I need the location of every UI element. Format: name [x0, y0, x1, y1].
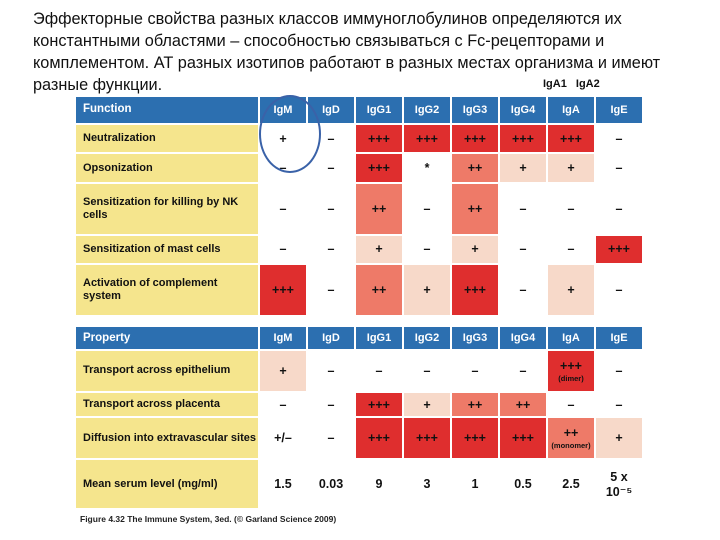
cell-value: 1: [471, 477, 479, 492]
property-cell-igm: [259, 417, 307, 459]
cell-value: +: [615, 431, 623, 446]
property-cell-ige: [595, 392, 643, 418]
cell-value: +++: [464, 131, 486, 146]
property-row-label: Mean serum level (mg/ml): [75, 459, 259, 509]
function-header-ige: IgE: [595, 96, 643, 124]
cell-value: +++: [416, 431, 438, 446]
cell-value: –: [567, 201, 575, 216]
property-cell-igg1: [355, 350, 403, 392]
cell-value: –: [615, 201, 623, 216]
property-header-iga: IgA: [547, 326, 595, 350]
function-cell-ige: [595, 235, 643, 265]
function-cell-igg2: [403, 183, 451, 235]
property-cell-igg3: [451, 417, 499, 459]
property-cell-iga: [547, 392, 595, 418]
function-cell-iga: [547, 183, 595, 235]
property-cell-igg4: [499, 417, 547, 459]
function-row: [75, 124, 643, 154]
cell-value: 9: [375, 477, 383, 492]
function-cell-igd: [307, 183, 355, 235]
property-cell-igm: [259, 392, 307, 418]
cell-value: –: [327, 131, 335, 146]
function-row-label: Sensitization of mast cells: [75, 235, 259, 265]
cell-value: +: [567, 283, 575, 298]
property-cell-igg4: [499, 459, 547, 509]
function-cell-igg2: [403, 124, 451, 154]
cell-value: –: [423, 242, 431, 257]
function-cell-igm: [259, 153, 307, 183]
property-cell-iga: [547, 350, 595, 392]
cell-value: –: [423, 363, 431, 378]
cell-value: +++: [368, 131, 390, 146]
cell-value: +/–: [274, 431, 292, 446]
cell-value: +++: [368, 397, 390, 412]
function-cell-igg1: [355, 124, 403, 154]
cell-value: 5 x 10⁻⁵: [605, 469, 633, 499]
cell-value: –: [615, 363, 623, 378]
cell-value: –: [327, 201, 335, 216]
cell-value: –: [279, 201, 287, 216]
property-cell-ige: [595, 459, 643, 509]
property-cell-igg3: [451, 459, 499, 509]
cell-value: +: [423, 397, 431, 412]
property-cell-iga: [547, 417, 595, 459]
property-header-igg1: IgG1: [355, 326, 403, 350]
cell-value: –: [279, 242, 287, 257]
cell-value: +++: [560, 131, 582, 146]
property-cell-igg2: [403, 417, 451, 459]
function-cell-iga: [547, 153, 595, 183]
property-cell-iga: [547, 459, 595, 509]
property-cell-igg2: [403, 350, 451, 392]
cell-value: –: [327, 242, 335, 257]
cell-value: –: [327, 363, 335, 378]
function-cell-igg3: [451, 235, 499, 265]
property-cell-igg1: [355, 459, 403, 509]
function-cell-igg4: [499, 183, 547, 235]
cell-note: (dimer): [558, 373, 584, 383]
function-cell-igg3: [451, 264, 499, 316]
cell-value: –: [327, 431, 335, 446]
cell-value: –: [471, 363, 479, 378]
function-cell-igd: [307, 124, 355, 154]
function-cell-iga: [547, 124, 595, 154]
cell-value: +: [567, 161, 575, 176]
function-cell-igg1: [355, 183, 403, 235]
property-row: [75, 417, 643, 459]
function-header-row: [75, 96, 643, 124]
property-header-igg3: IgG3: [451, 326, 499, 350]
function-header-iga: IgA: [547, 96, 595, 124]
cell-value: *: [424, 161, 430, 176]
function-cell-igm: [259, 183, 307, 235]
cell-value: +: [471, 242, 479, 257]
cell-value: –: [327, 161, 335, 176]
function-row-label: Neutralization: [75, 124, 259, 154]
function-header-label: Function: [75, 96, 259, 124]
iga-subclass-note: IgA1 IgA2: [543, 78, 600, 90]
function-row-label: Opsonization: [75, 153, 259, 183]
property-cell-igg3: [451, 392, 499, 418]
property-cell-igd: [307, 459, 355, 509]
property-cell-igg3: [451, 350, 499, 392]
function-cell-ige: [595, 183, 643, 235]
cell-value: –: [519, 242, 527, 257]
function-row: [75, 264, 643, 316]
cell-value: +++: [512, 431, 534, 446]
function-header-igd: IgD: [307, 96, 355, 124]
cell-value: –: [327, 283, 335, 298]
function-cell-iga: [547, 264, 595, 316]
property-header-ige: IgE: [595, 326, 643, 350]
cell-value: –: [519, 363, 527, 378]
cell-value: +++: [608, 242, 630, 257]
property-row-label: Transport across placenta: [75, 392, 259, 418]
cell-value: 2.5: [562, 477, 580, 492]
function-cell-igg1: [355, 235, 403, 265]
function-cell-igg4: [499, 124, 547, 154]
cell-value: –: [519, 201, 527, 216]
cell-value: –: [327, 397, 335, 412]
function-cell-igg3: [451, 124, 499, 154]
function-cell-igd: [307, 235, 355, 265]
function-cell-igg2: [403, 235, 451, 265]
function-header-igg4: IgG4: [499, 96, 547, 124]
figure-caption: Figure 4.32 The Immune System, 3ed. (© Garland Science 2009): [80, 514, 337, 524]
cell-value: +: [375, 242, 383, 257]
property-cell-igd: [307, 417, 355, 459]
property-cell-igm: [259, 459, 307, 509]
property-row: [75, 350, 643, 392]
function-cell-igg3: [451, 183, 499, 235]
property-cell-igg4: [499, 392, 547, 418]
cell-value: +++: [512, 131, 534, 146]
cell-value: +: [519, 161, 527, 176]
cell-value: ++: [563, 426, 579, 441]
cell-value: –: [519, 283, 527, 298]
property-row: [75, 459, 643, 509]
cell-value: ++: [371, 283, 387, 298]
property-cell-igg4: [499, 350, 547, 392]
property-cell-igd: [307, 350, 355, 392]
function-row: [75, 235, 643, 265]
cell-value: +: [279, 131, 287, 146]
function-cell-igg4: [499, 235, 547, 265]
cell-value: –: [279, 161, 287, 176]
property-header-label: Property: [75, 326, 259, 350]
property-cell-igg1: [355, 392, 403, 418]
cell-value: –: [615, 283, 623, 298]
function-header-igg3: IgG3: [451, 96, 499, 124]
function-cell-igm: [259, 264, 307, 316]
property-header-igd: IgD: [307, 326, 355, 350]
page-heading: Эффекторные свойства разных классов иммуноглобулинов определяются их константными областями – способностью связываться с Fc-рецепторами и комплементом. АТ разных изотипов работают в разных местах организма и имеют разные функции.: [33, 10, 661, 94]
cell-value: –: [615, 397, 623, 412]
function-cell-igg2: [403, 264, 451, 316]
cell-value: ++: [467, 201, 483, 216]
function-cell-igd: [307, 264, 355, 316]
property-header-igg2: IgG2: [403, 326, 451, 350]
cell-value: 0.03: [318, 477, 344, 492]
property-header-row: [75, 326, 643, 350]
function-cell-igm: [259, 124, 307, 154]
cell-value: –: [615, 161, 623, 176]
property-cell-ige: [595, 417, 643, 459]
property-cell-igg2: [403, 392, 451, 418]
function-header-igg2: IgG2: [403, 96, 451, 124]
function-cell-igg3: [451, 153, 499, 183]
cell-value: +++: [368, 431, 390, 446]
property-cell-igm: [259, 350, 307, 392]
function-row-label: Activation of complement system: [75, 264, 259, 316]
cell-value: ++: [467, 161, 483, 176]
function-cell-iga: [547, 235, 595, 265]
cell-value: +++: [464, 283, 486, 298]
function-header-igm: IgM: [259, 96, 307, 124]
cell-value: ++: [371, 201, 387, 216]
cell-value: +++: [272, 283, 294, 298]
function-table: [74, 95, 644, 317]
function-cell-igg4: [499, 153, 547, 183]
function-row-label: Sensitization for killing by NK cells: [75, 183, 259, 235]
function-row: [75, 183, 643, 235]
function-row: [75, 153, 643, 183]
cell-value: +++: [464, 431, 486, 446]
function-cell-igg2: [403, 153, 451, 183]
function-header-igg1: IgG1: [355, 96, 403, 124]
function-cell-igm: [259, 235, 307, 265]
function-cell-ige: [595, 124, 643, 154]
property-cell-igg2: [403, 459, 451, 509]
cell-value: +++: [416, 131, 438, 146]
function-cell-igg1: [355, 264, 403, 316]
property-header-igm: IgM: [259, 326, 307, 350]
cell-value: –: [615, 131, 623, 146]
cell-value: –: [423, 201, 431, 216]
property-cell-ige: [595, 350, 643, 392]
cell-value: +: [279, 363, 287, 378]
cell-note: (monomer): [551, 441, 591, 451]
cell-value: –: [567, 397, 575, 412]
cell-value: +++: [368, 161, 390, 176]
property-row-label: Transport across epithelium: [75, 350, 259, 392]
property-table: [74, 325, 644, 510]
property-cell-igd: [307, 392, 355, 418]
property-cell-igg1: [355, 417, 403, 459]
property-row: [75, 392, 643, 418]
function-cell-ige: [595, 153, 643, 183]
property-row-label: Diffusion into extravascular sites: [75, 417, 259, 459]
cell-value: +: [423, 283, 431, 298]
cell-value: 3: [423, 477, 431, 492]
cell-value: +++: [560, 358, 582, 373]
cell-value: ++: [467, 397, 483, 412]
cell-value: –: [279, 397, 287, 412]
property-header-igg4: IgG4: [499, 326, 547, 350]
cell-value: –: [375, 363, 383, 378]
function-cell-igg4: [499, 264, 547, 316]
function-cell-igd: [307, 153, 355, 183]
cell-value: 0.5: [514, 477, 532, 492]
function-cell-igg1: [355, 153, 403, 183]
cell-value: 1.5: [274, 477, 292, 492]
cell-value: ++: [515, 397, 531, 412]
function-cell-ige: [595, 264, 643, 316]
cell-value: –: [567, 242, 575, 257]
